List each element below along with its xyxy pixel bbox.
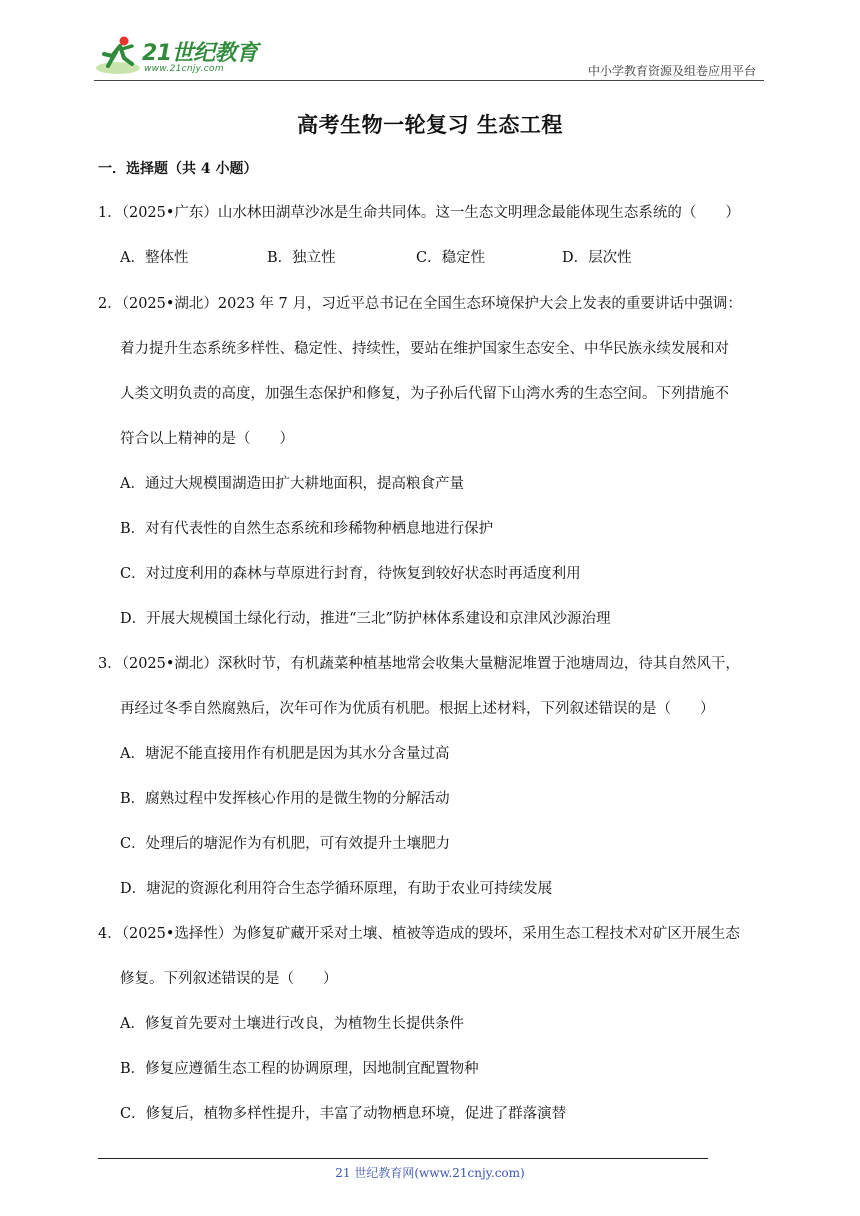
q3-option-b: B．腐熟过程中发挥核心作用的是微生物的分解活动 [120, 791, 450, 807]
section-heading: 一．选择题（共 4 小题） [98, 161, 258, 177]
q1-option-a: A．整体性 [120, 250, 189, 266]
q2-option-b: B．对有代表性的自然生态系统和珍稀物种栖息地进行保护 [120, 521, 494, 537]
q4-stem-line2: 修复。下列叙述错误的是（ ） [120, 971, 338, 987]
logo-text: 21世纪教育 [142, 41, 258, 66]
q3-option-a: A．塘泥不能直接用作有机肥是因为其水分含量过高 [120, 746, 450, 762]
page-header [94, 34, 764, 80]
runner-logo-icon [94, 34, 142, 78]
q2-stem-line2: 着力提升生态系统多样性、稳定性、持续性，要站在维护国家生态安全、中华民族永续发展和对 [120, 341, 729, 357]
footer-divider [98, 1158, 708, 1159]
q1-stem: 1．（2025•广东）山水林田湖草沙冰是生命共同体。这一生态文明理念最能体现生态系统的（ ） [98, 205, 740, 221]
q2-option-a: A．通过大规模围湖造田扩大耕地面积，提高粮食产量 [120, 476, 464, 492]
header-divider [94, 80, 764, 81]
footer-link[interactable]: 21 世纪教育网(www.21cnjy.com) [335, 1166, 525, 1180]
q4-option-a: A．修复首先要对土壤进行改良，为植物生长提供条件 [120, 1016, 464, 1032]
q3-stem-line2: 再经过冬季自然腐熟后，次年可作为优质有机肥。根据上述材料，下列叙述错误的是（ ） [120, 701, 715, 717]
q2-stem-line4: 符合以上精神的是（ ） [120, 431, 294, 447]
page-title: 高考生物一轮复习 生态工程 [297, 112, 563, 137]
q1-option-d: D．层次性 [562, 250, 632, 266]
q2-option-c: C．对过度利用的森林与草原进行封育，待恢复到较好状态时再适度利用 [120, 566, 581, 582]
q2-stem-line1: 2．（2025•湖北）2023 年 7 月，习近平总书记在全国生态环境保护大会上发表的重要讲话中强调： [98, 296, 742, 312]
q3-stem-line1: 3．（2025•湖北）深秋时节，有机蔬菜种植基地常会收集大量糖泥堆置于池塘周边，待其自然风干， [98, 656, 740, 672]
q1-option-c: C．稳定性 [416, 250, 486, 266]
q3-option-d: D．塘泥的资源化利用符合生态学循环原理，有助于农业可持续发展 [120, 881, 553, 897]
q2-option-d: D．开展大规模国土绿化行动，推进“三北”防护林体系建设和京津风沙源治理 [120, 611, 611, 627]
q4-option-c: C．修复后，植物多样性提升，丰富了动物栖息环境，促进了群落演替 [120, 1106, 567, 1122]
q3-option-c: C．处理后的塘泥作为有机肥，可有效提升土壤肥力 [120, 836, 451, 852]
q2-stem-line3: 人类文明负责的高度，加强生态保护和修复，为子孙后代留下山湾水秀的生态空间。下列措施不 [120, 386, 729, 402]
logo-url: www.21cnjy.com [144, 64, 224, 74]
site-logo [94, 34, 264, 80]
q1-option-b: B．独立性 [267, 250, 336, 266]
q4-stem-line1: 4．（2025•选择性）为修复矿藏开采对土壤、植被等造成的毁坏，采用生态工程技术对矿区开展生态 [98, 926, 740, 942]
q4-option-b: B．修复应遵循生态工程的协调原理，因地制宜配置物种 [120, 1061, 479, 1077]
platform-label: 中小学教育资源及组卷应用平台 [587, 64, 756, 78]
